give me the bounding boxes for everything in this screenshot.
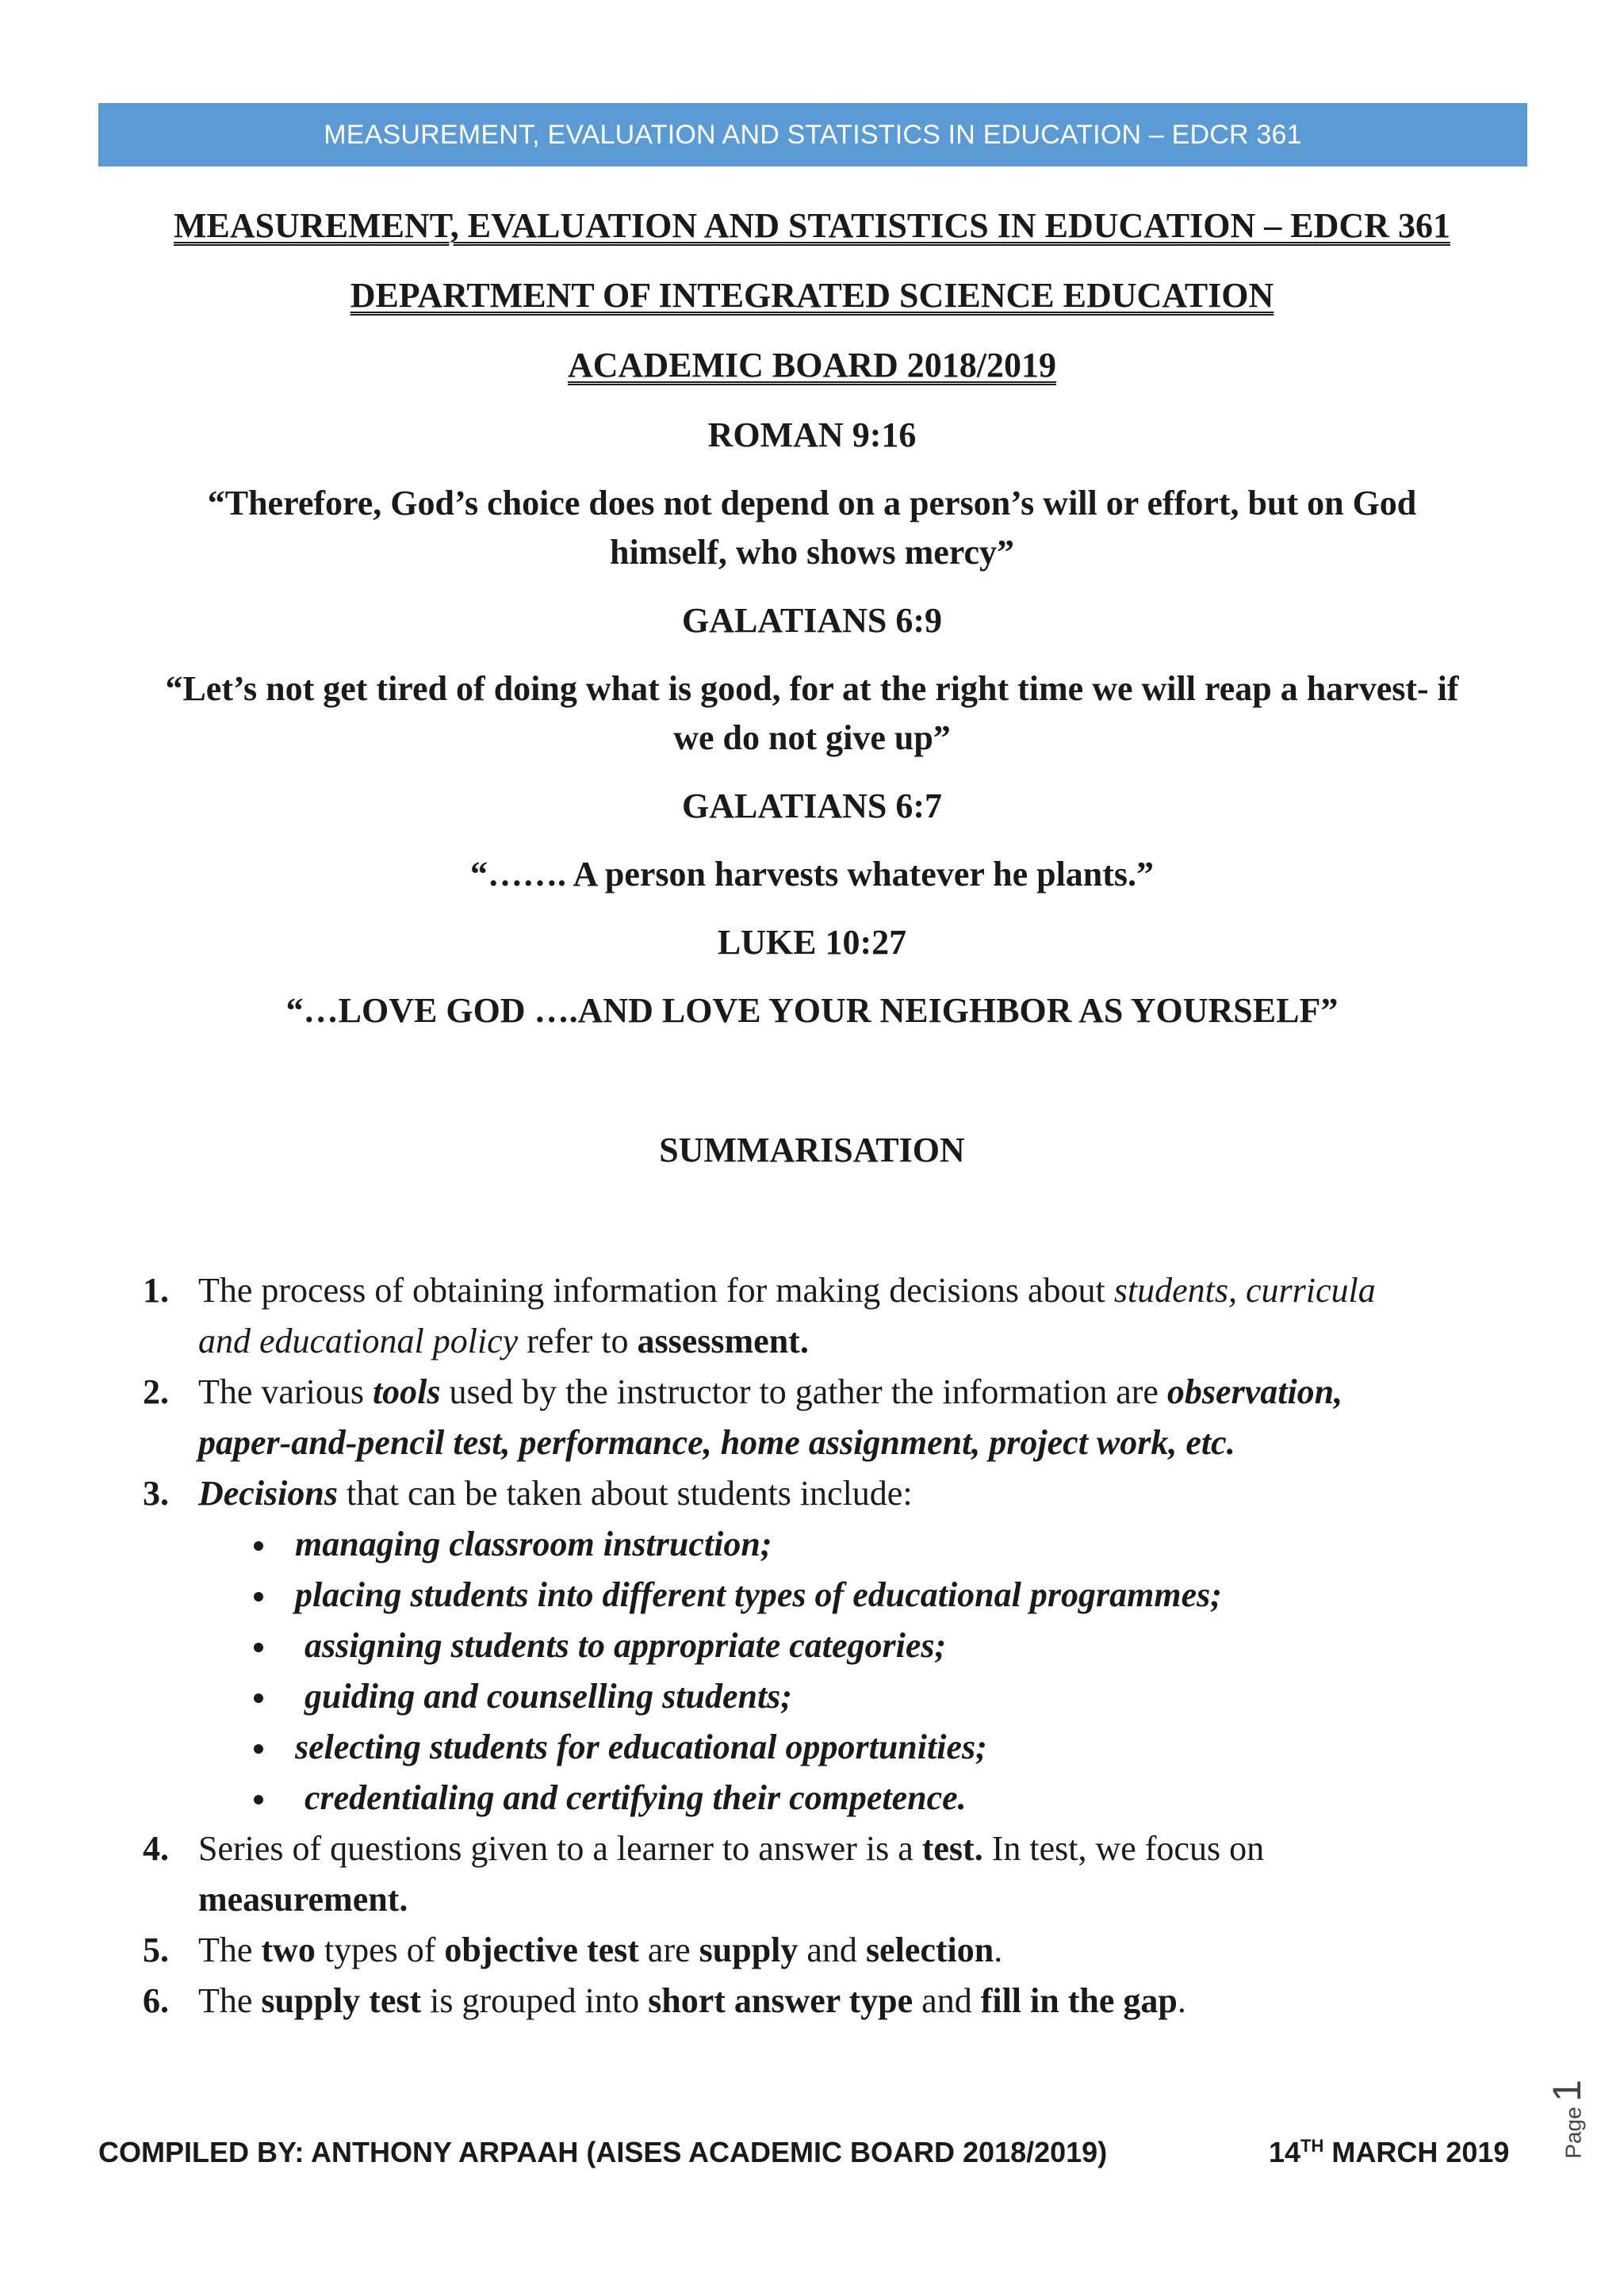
verse-text: “……. A person harvests whatever he plants.” bbox=[469, 855, 1155, 894]
department-heading: DEPARTMENT OF INTEGRATED SCIENCE EDUCATION bbox=[350, 276, 1274, 315]
verse-ref: GALATIANS 6:9 bbox=[681, 601, 942, 640]
bullet-item: credentialing and certifying their competence. bbox=[143, 1773, 1538, 1823]
bullet-item: guiding and counselling students; bbox=[143, 1671, 1538, 1722]
list-item: 5. The two types of objective test are supply and selection. bbox=[143, 1931, 1003, 1969]
list-item: 4. Series of questions given to a learner to answer is a test. In test, we focus on measurement. bbox=[143, 1829, 1265, 1919]
verse-text: himself, who shows mercy” bbox=[609, 533, 1015, 572]
list-item: 3. Decisions that can be taken about students include: bbox=[143, 1474, 913, 1513]
summary-list bbox=[143, 1265, 1538, 2026]
verse-text: “Therefore, God’s choice does not depend on a person’s will or effort, but on God bbox=[207, 484, 1417, 522]
verse-text: “Let’s not get tired of doing what is good, for at the right time we will reap a harvest- if bbox=[165, 669, 1459, 708]
bullet-item: selecting students for educational opportunities; bbox=[143, 1722, 1538, 1773]
bullet-icon bbox=[254, 1592, 263, 1601]
page-number: Page 1 bbox=[1544, 2080, 1589, 2159]
verse-ref: ROMAN 9:16 bbox=[707, 415, 917, 454]
verse-ref: GALATIANS 6:7 bbox=[681, 786, 942, 825]
list-item: 2. The various tools used by the instructor to gather the information are observation, paper-and-pencil test, performance, home assignment, project work, etc. bbox=[143, 1372, 1343, 1462]
verse-text: “…LOVE GOD ….AND LOVE YOUR NEIGHBOR AS YOURSELF” bbox=[285, 991, 1339, 1030]
bullet-icon bbox=[254, 1693, 263, 1703]
footer-compiler: COMPILED BY: ANTHONY ARPAAH (AISES ACADEMIC BOARD 2018/2019) bbox=[98, 2136, 1108, 2168]
bullet-icon bbox=[254, 1795, 263, 1804]
verse-text: we do not give up” bbox=[673, 718, 951, 757]
verse-ref: LUKE 10:27 bbox=[717, 923, 907, 962]
list-item: 6. The supply test is grouped into short answer type and fill in the gap. bbox=[143, 1981, 1186, 2020]
section-title: SUMMARISATION bbox=[659, 1131, 965, 1169]
footer-date: 14TH MARCH 2019 bbox=[1269, 2136, 1510, 2168]
list-item: 1. The process of obtaining information for making decisions about students, curricula and educational policy refer to assessment. bbox=[143, 1271, 1376, 1360]
document-title: MEASUREMENT, EVALUATION AND STATISTICS IN EDUCATION – EDCR 361 bbox=[174, 206, 1450, 245]
bullet-icon bbox=[254, 1744, 263, 1754]
bullet-item: assigning students to appropriate categories; bbox=[143, 1621, 1538, 1671]
bullet-item: placing students into different types of educational programmes; bbox=[143, 1570, 1538, 1621]
bullet-item: managing classroom instruction; bbox=[143, 1519, 1538, 1570]
bullet-icon bbox=[254, 1541, 263, 1551]
decisions-bullet-list bbox=[143, 1519, 1538, 1823]
board-heading: ACADEMIC BOARD 2018/2019 bbox=[568, 346, 1056, 385]
running-header: MEASUREMENT, EVALUATION AND STATISTICS IN EDUCATION – EDCR 361 bbox=[98, 103, 1527, 166]
bullet-icon bbox=[254, 1643, 263, 1652]
